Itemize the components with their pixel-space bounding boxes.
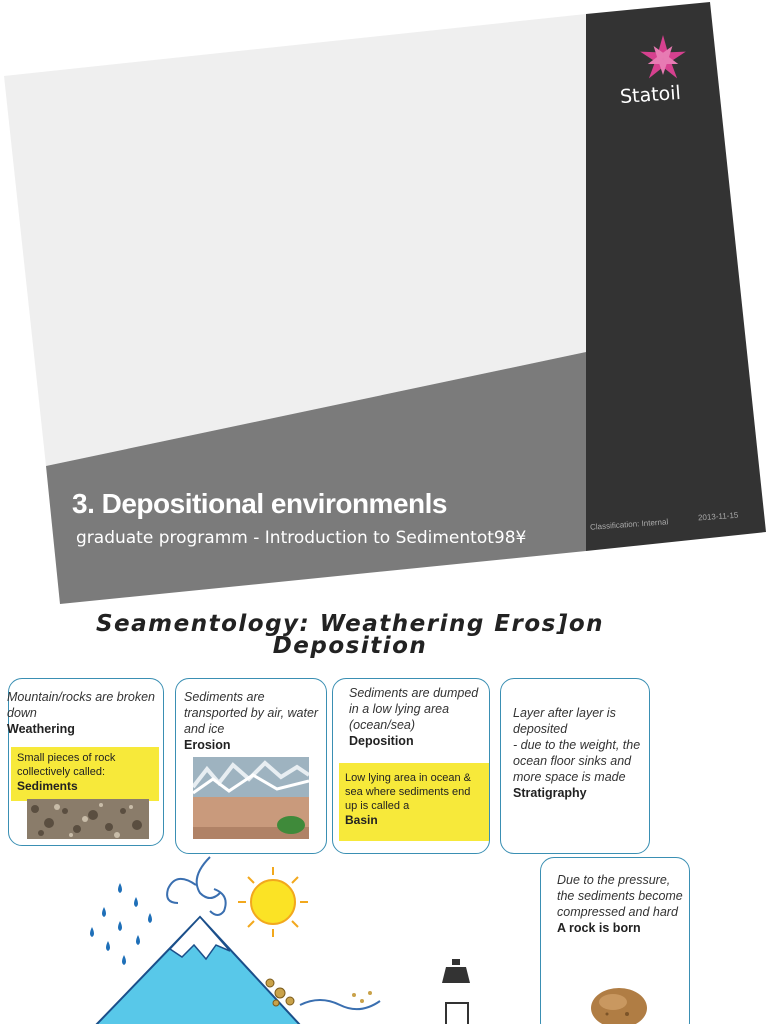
deposition-card <box>332 678 490 854</box>
sedimentology-slide <box>0 605 768 1024</box>
slide-title <box>0 613 700 657</box>
rock-icon <box>587 984 651 1024</box>
card-term: Weathering <box>7 722 75 736</box>
card-text: Sediments are dumped in a low lying area (ocean/sea) <box>349 686 479 732</box>
card-term: A rock is born <box>557 921 641 935</box>
card-text: Mountain/rocks are broken down <box>7 690 155 720</box>
wind-icon <box>167 857 226 915</box>
note-term: Basin <box>345 813 378 827</box>
card-text: Sediments are transported by air, water and ice <box>184 690 319 736</box>
note-text: Small pieces of rock collectively called: <box>17 752 116 778</box>
slide-subtitle: graduate programm - Introduction to Sedimentot98¥ <box>76 528 527 548</box>
stratigraphy-card <box>500 678 650 854</box>
weight-icon <box>442 959 470 1024</box>
sun-icon <box>238 867 308 937</box>
slide-date: 2013-11-15 <box>697 510 739 523</box>
card-text: Layer after layer is deposited - due to the weight, the ocean floor sinks and more space is made <box>513 706 641 784</box>
card-term: Erosion <box>184 738 231 752</box>
note-term: Sediments <box>17 779 78 793</box>
card-text: Due to the pressure, the sediments become compressed and hard <box>557 873 683 919</box>
title-line-1: Seamentology: Weathering Eros]on <box>95 611 605 637</box>
sediments-note <box>11 747 159 801</box>
rain-icon <box>90 883 152 965</box>
mountain-icon <box>96 917 380 1024</box>
note-text: Low lying area in ocean & sea where sediments end up is called a <box>345 772 471 812</box>
slide-title: 3. Depositional environmenls <box>72 488 447 519</box>
landscape-photo <box>193 757 309 839</box>
title-line-2: Deposition <box>272 633 428 659</box>
rock-formation-card <box>540 857 690 1024</box>
weathering-card <box>8 678 164 846</box>
card-term: Stratigraphy <box>513 786 587 800</box>
card-term: Deposition <box>349 734 414 748</box>
pebbles-photo <box>27 799 149 839</box>
weathering-illustration <box>0 855 540 1024</box>
erosion-card <box>175 678 327 854</box>
brand-name: Statoil <box>619 81 682 109</box>
basin-note <box>339 763 489 841</box>
classification-label: Classification: Internal <box>589 517 669 532</box>
